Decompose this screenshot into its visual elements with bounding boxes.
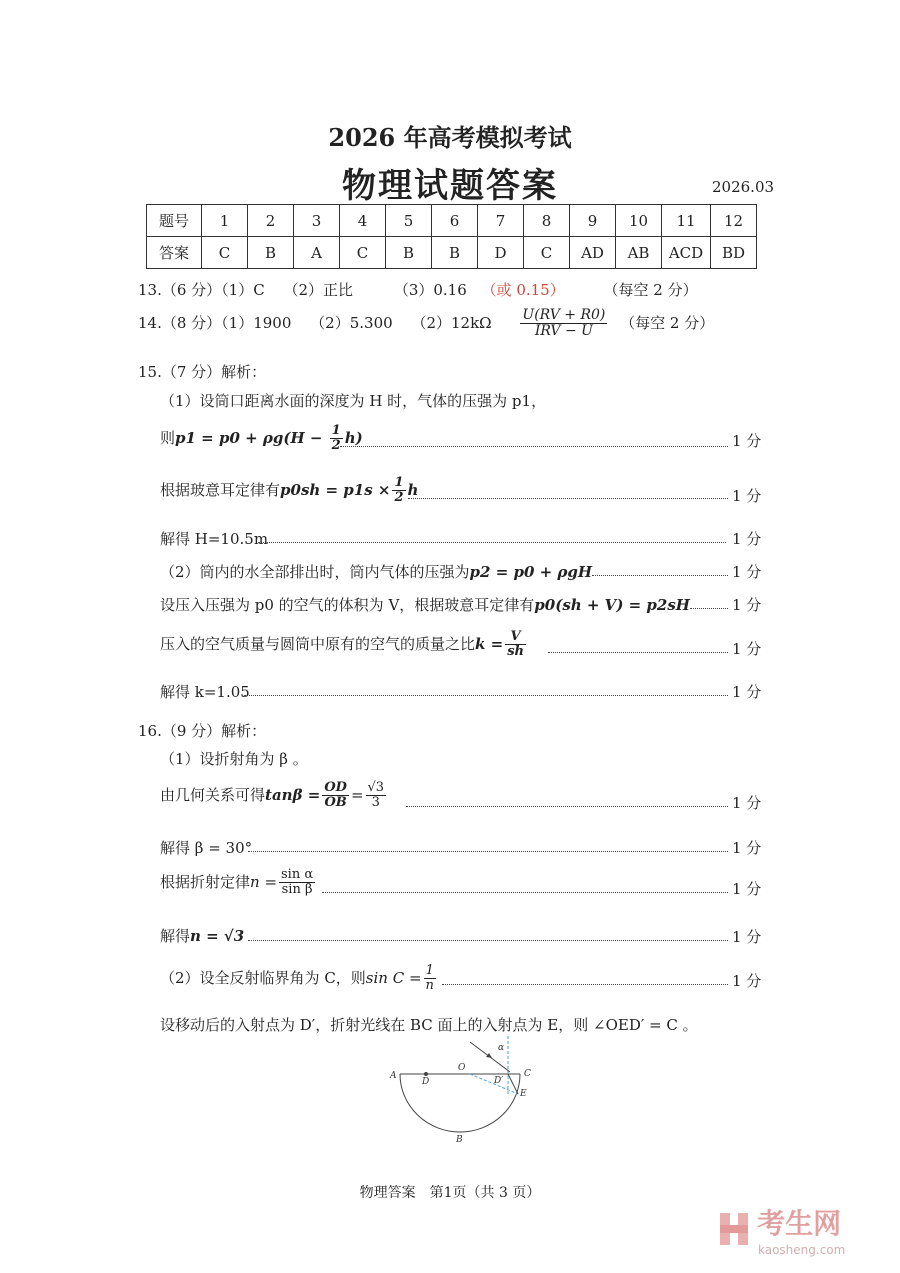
leader-dots [592, 575, 728, 576]
q15-line3-end: h [407, 480, 419, 499]
q15-line3-text: 根据玻意耳定律有 [160, 480, 281, 499]
q16-line4-text: 根据折射定律 [160, 872, 251, 891]
q15-line7-text: 压入的空气质量与圆筒中原有的空气的质量之比 [160, 634, 476, 653]
score: 1 分 [732, 487, 762, 505]
q15-line5-math: p2 = p0 + ρgH [469, 563, 593, 581]
ray-arrow [486, 1053, 492, 1058]
page-footer: 物理答案 第1页（共 3 页） [359, 1185, 541, 1201]
table-cell: 1 [202, 205, 248, 237]
table-cell: C [202, 237, 248, 269]
q16-head: 16.（9 分）解析： [138, 722, 267, 740]
table-row-answers [147, 237, 757, 269]
q13-answer [138, 279, 698, 300]
table-cell: D [478, 237, 524, 269]
q15-line5 [160, 561, 592, 582]
table-cell: 8 [524, 205, 570, 237]
score: 1 分 [732, 563, 762, 581]
table-cell: AB [616, 237, 662, 269]
table-cell: 5 [386, 205, 432, 237]
q13-alt: （或 0.15） [481, 281, 565, 299]
leader-dots [258, 542, 726, 543]
table-cell: 3 [294, 205, 340, 237]
q15-line2 [160, 424, 363, 454]
label-o: O [458, 1063, 466, 1073]
leader-dots [690, 608, 728, 609]
table-cell: 7 [478, 205, 524, 237]
point-d [424, 1072, 428, 1076]
frac-num: 1 [394, 475, 404, 490]
q16-line2-eq: = [350, 785, 364, 804]
q16-line2-frac [322, 781, 349, 811]
exam-date: 2026.03 [712, 178, 775, 196]
frac-den: sh [507, 644, 524, 660]
q16-line2-text: 由几何关系可得 [160, 785, 266, 804]
table-cell: 4 [340, 205, 386, 237]
table-cell: C [524, 237, 570, 269]
q13-part2: （2）正比 [283, 281, 354, 299]
q13-part3: （3）0.16 [393, 281, 467, 299]
q16-line5-text: 解得 [160, 927, 191, 945]
table-cell: A [294, 237, 340, 269]
q15-line2-end: h) [344, 428, 363, 447]
label-a: A [390, 1071, 397, 1081]
q15-line8: 解得 k=1.05 [160, 683, 250, 701]
table-cell: 12 [711, 205, 757, 237]
q15-line3-math: p0sh = p1s × [280, 480, 391, 499]
q16-line2-math: tanβ = [265, 785, 321, 804]
table-cell: 10 [616, 205, 662, 237]
label-d-prime: D′ [494, 1076, 504, 1086]
q16-line4-frac [279, 868, 315, 898]
subject-title: 物理试题答案 [342, 166, 558, 206]
table-cell: AD [570, 237, 616, 269]
leader-dots [548, 652, 728, 653]
score: 1 分 [732, 972, 762, 990]
q15-head: 15.（7 分）解析： [138, 363, 267, 381]
label-d: D [422, 1077, 430, 1087]
q16-line5-math: n = √3 [190, 927, 245, 945]
table-cell: B [248, 237, 294, 269]
q15-line2-text: 则 [160, 428, 176, 447]
q16-line1: （1）设折射角为 β 。 [160, 750, 308, 768]
score: 1 分 [732, 596, 762, 614]
table-cell: 11 [662, 205, 711, 237]
q16-line3: 解得 β = 30° [160, 839, 253, 857]
exam-title: 2026 年高考模拟考试 [328, 123, 572, 152]
frac-num: OD [324, 780, 347, 795]
score: 1 分 [732, 928, 762, 946]
frac-den: OB [324, 795, 347, 811]
score: 1 分 [732, 683, 762, 701]
table-header-number: 题号 [147, 205, 202, 237]
q14-note: （每空 2 分） [620, 313, 715, 332]
table-cell: B [432, 237, 478, 269]
q15-line3-frac [392, 476, 405, 506]
q16-line5 [160, 925, 244, 946]
score: 1 分 [732, 794, 762, 812]
q16-line4 [160, 868, 317, 898]
q15-line2-math: p1 = p0 + ρg(H − [175, 428, 328, 447]
frac-num: V [505, 630, 526, 645]
q14-formula-den: IRV − U [534, 323, 593, 340]
q16-line6-frac [424, 964, 436, 994]
table-cell: BD [711, 237, 757, 269]
q15-line7 [160, 630, 528, 660]
q15-line7-math: k = [475, 634, 504, 653]
frac-den: sin β [281, 882, 313, 898]
q14-formula [520, 308, 607, 340]
q15-line7-frac [505, 630, 526, 660]
score: 1 分 [732, 880, 762, 898]
frac-num: 1 [424, 964, 436, 979]
answer-table [146, 204, 757, 269]
q16-line2-frac2 [366, 781, 387, 811]
leader-dots [244, 695, 728, 696]
table-header-answer: 答案 [147, 237, 202, 269]
score: 1 分 [732, 839, 762, 857]
frac-num: 1 [331, 423, 341, 438]
q16-line4-math: n = [250, 872, 278, 891]
q16-line2 [160, 781, 388, 811]
q15-line1: （1）设筒口距离水面的深度为 H 时，气体的压强为 p1， [160, 392, 547, 410]
leader-dots [248, 851, 728, 852]
table-cell: ACD [662, 237, 711, 269]
q14-head: 14.（8 分）（1）1900 [138, 313, 292, 332]
table-row-numbers [147, 205, 757, 237]
q15-line6 [160, 594, 690, 615]
frac-num: sin α [281, 867, 314, 882]
q16-line6-text: （2）设全反射临界角为 C，则 [160, 968, 366, 987]
table-cell: 6 [432, 205, 478, 237]
leader-dots [248, 940, 728, 941]
semicircle-prism-diagram [380, 1036, 540, 1148]
q16-line7: 设移动后的入射点为 D′，折射光线在 BC 面上的入射点为 E，则 ∠OED′ = C 。 [160, 1016, 698, 1034]
frac-den: 2 [394, 490, 404, 506]
label-alpha: α [498, 1043, 505, 1053]
leader-dots [322, 892, 728, 893]
q13-note: （每空 2 分） [603, 281, 698, 299]
q15-line6-math: p0(sh + V) = p2sH [534, 596, 690, 614]
score: 1 分 [732, 530, 762, 548]
frac-den: 2 [331, 438, 341, 454]
q14-part2: （2）5.300 [310, 313, 393, 332]
table-cell: B [386, 237, 432, 269]
score: 1 分 [732, 640, 762, 658]
leader-dots [340, 446, 728, 447]
score: 1 分 [732, 432, 762, 450]
table-cell: 9 [570, 205, 616, 237]
frac-den: 3 [371, 795, 380, 811]
watermark-logo-icon [718, 1209, 752, 1249]
leader-dots [406, 806, 728, 807]
table-cell: C [340, 237, 386, 269]
label-c: C [524, 1069, 531, 1079]
q15-line2-frac [330, 424, 343, 454]
q14-answer [138, 308, 714, 340]
watermark-sub: kaosheng.com [758, 1242, 846, 1257]
table-cell: 2 [248, 205, 294, 237]
q13-head: 13.（6 分）（1）C [138, 281, 265, 299]
leader-dots [408, 498, 728, 499]
frac-den: n [425, 978, 434, 994]
q15-line6-text: 设压入压强为 p0 的空气的体积为 V，根据玻意耳定律有 [160, 596, 535, 614]
q14-part3: （2）12kΩ [411, 313, 492, 332]
frac-num: √3 [367, 780, 385, 795]
leader-dots [442, 984, 728, 985]
watermark-text: 考生网 [757, 1207, 842, 1240]
label-b: B [456, 1135, 463, 1145]
watermark [718, 1202, 845, 1257]
q14-formula-num: U(RV + R0) [522, 307, 606, 323]
label-e: E [520, 1089, 527, 1099]
q15-line4: 解得 H=10.5m [160, 530, 269, 548]
q15-line3 [160, 476, 418, 506]
q15-line5-text: （2）筒内的水全部排出时，筒内气体的压强为 [160, 563, 470, 581]
q16-line6-math: sin C = [365, 968, 422, 987]
q16-line6 [160, 964, 438, 994]
